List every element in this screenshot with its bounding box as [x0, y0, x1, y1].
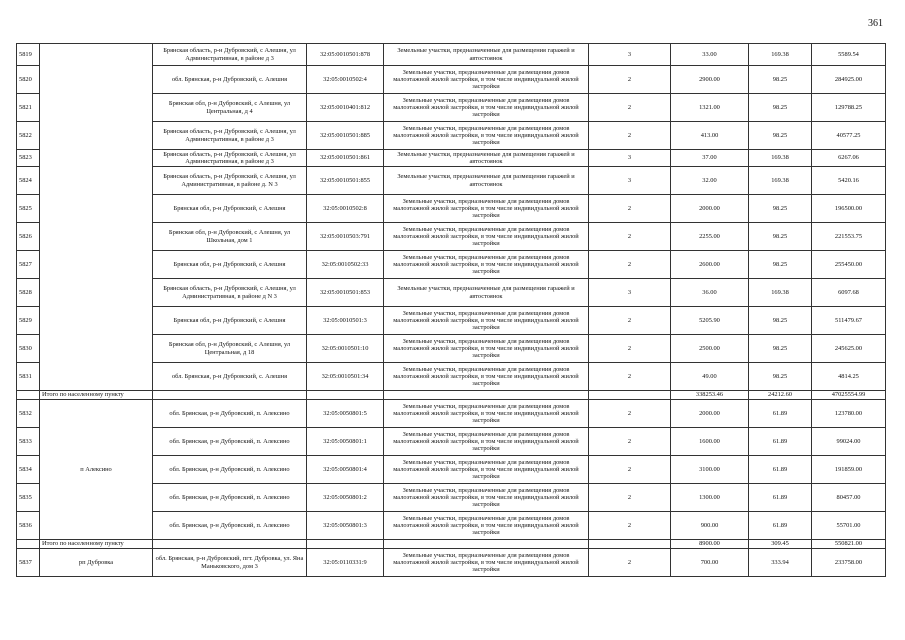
row-number: 5824 [17, 167, 40, 195]
locality-total-row [17, 540, 886, 549]
row-area: 700.00 [671, 549, 749, 577]
row-address: Брянская обл, р-н Дубровский, с Алешня [153, 307, 307, 335]
row-land-use: Земельные участки, предназначенные для размещения домов малоэтажной жилой застройки, в том числе индивидуальной жилой застройки [384, 251, 589, 279]
row-rate: 98.25 [749, 94, 812, 122]
row-cadastral-number: 32:05:0010501:855 [307, 167, 384, 195]
row-cadastral-value: 55701.00 [812, 512, 886, 540]
row-group: 2 [589, 428, 671, 456]
row-cadastral-number: 32:05:0050801:4 [307, 456, 384, 484]
table-row [17, 549, 886, 577]
row-area: 1300.00 [671, 484, 749, 512]
row-rate: 61.89 [749, 428, 812, 456]
row-land-use: Земельные участки, предназначенные для размещения домов малоэтажной жилой застройки, в том числе индивидуальной жилой застройки [384, 307, 589, 335]
row-area: 2600.00 [671, 251, 749, 279]
row-area: 900.00 [671, 512, 749, 540]
total-area: 8900.00 [671, 540, 749, 549]
row-group: 2 [589, 251, 671, 279]
row-cadastral-value: 80457.00 [812, 484, 886, 512]
row-group: 2 [589, 484, 671, 512]
row-cadastral-number: 32:05:0010501:878 [307, 44, 384, 66]
row-cadastral-number: 32:05:0010501:3 [307, 307, 384, 335]
row-area: 1321.00 [671, 94, 749, 122]
row-cadastral-value: 221553.75 [812, 223, 886, 251]
row-area: 36.00 [671, 279, 749, 307]
row-area: 49.00 [671, 363, 749, 391]
total-blank [17, 391, 40, 400]
total-blank [589, 391, 671, 400]
row-address: Брянская обл, р-н Дубровский, с Алешня, ул Школьная, дом 1 [153, 223, 307, 251]
row-rate: 98.25 [749, 195, 812, 223]
row-cadastral-value: 99024.00 [812, 428, 886, 456]
row-number: 5825 [17, 195, 40, 223]
row-group: 2 [589, 512, 671, 540]
row-cadastral-value: 5420.16 [812, 167, 886, 195]
row-land-use: Земельные участки, предназначенные для размещения гаражей и автостоянок [384, 150, 589, 167]
total-blank [307, 540, 384, 549]
row-cadastral-number: 32:05:0050801:1 [307, 428, 384, 456]
row-area: 1600.00 [671, 428, 749, 456]
row-cadastral-value: 233758.00 [812, 549, 886, 577]
row-number: 5826 [17, 223, 40, 251]
row-group: 2 [589, 223, 671, 251]
row-address: Брянская обл, р-н Дубровский, с Алешня [153, 251, 307, 279]
row-land-use: Земельные участки, предназначенные для размещения гаражей и автостоянок [384, 279, 589, 307]
row-land-use: Земельные участки, предназначенные для размещения домов малоэтажной жилой застройки, в том числе индивидуальной жилой застройки [384, 195, 589, 223]
row-address: обл. Брянская, р-н Дубровский, п. Алексино [153, 512, 307, 540]
row-number: 5836 [17, 512, 40, 540]
row-rate: 61.89 [749, 400, 812, 428]
row-number: 5821 [17, 94, 40, 122]
row-rate: 98.25 [749, 335, 812, 363]
row-cadastral-number: 32:05:0010501:885 [307, 122, 384, 150]
total-blank [589, 540, 671, 549]
row-land-use: Земельные участки, предназначенные для размещения домов малоэтажной жилой застройки, в том числе индивидуальной жилой застройки [384, 549, 589, 577]
row-area: 2000.00 [671, 195, 749, 223]
locality-total-row [17, 391, 886, 400]
row-address: Брянская обл, р-н Дубровский, с Алешня, ул Центральная, д 18 [153, 335, 307, 363]
row-address: Брянская область, р-н Дубровский, с Алешня, ул Административная, в районе д 3 [153, 150, 307, 167]
row-number: 5823 [17, 150, 40, 167]
row-cadastral-value: 245625.00 [812, 335, 886, 363]
row-rate: 61.89 [749, 456, 812, 484]
row-area: 33.00 [671, 44, 749, 66]
row-group: 2 [589, 94, 671, 122]
total-label: Итого по населенному пункту [40, 540, 153, 549]
row-group: 2 [589, 335, 671, 363]
row-cadastral-value: 196500.00 [812, 195, 886, 223]
locality-cell [40, 44, 153, 391]
row-cadastral-number: 32:05:0010401:812 [307, 94, 384, 122]
row-group: 2 [589, 549, 671, 577]
row-cadastral-number: 32:05:0010501:853 [307, 279, 384, 307]
row-address: Брянская область, р-н Дубровский, с Алешня, ул Административная, в районе д 3 [153, 122, 307, 150]
row-group: 3 [589, 279, 671, 307]
locality-cell: п Алексино [40, 400, 153, 540]
row-rate: 333.94 [749, 549, 812, 577]
row-cadastral-number: 32:05:0050801:5 [307, 400, 384, 428]
row-cadastral-number: 32:05:0010502:8 [307, 195, 384, 223]
row-area: 2500.00 [671, 335, 749, 363]
row-area: 413.00 [671, 122, 749, 150]
row-land-use: Земельные участки, предназначенные для размещения домов малоэтажной жилой застройки, в том числе индивидуальной жилой застройки [384, 456, 589, 484]
total-rate: 24212.60 [749, 391, 812, 400]
row-cadastral-number: 32:05:0010501:10 [307, 335, 384, 363]
row-area: 2255.00 [671, 223, 749, 251]
row-area: 32.00 [671, 167, 749, 195]
row-area: 37.00 [671, 150, 749, 167]
row-group: 2 [589, 122, 671, 150]
row-cadastral-value: 123780.00 [812, 400, 886, 428]
row-cadastral-value: 129788.25 [812, 94, 886, 122]
row-number: 5835 [17, 484, 40, 512]
total-value: 550821.00 [812, 540, 886, 549]
row-address: Брянская область, р-н Дубровский, с Алешня, ул Административная, в районе д 3 [153, 44, 307, 66]
total-blank [384, 540, 589, 549]
row-land-use: Земельные участки, предназначенные для размещения гаражей и автостоянок [384, 167, 589, 195]
row-group: 3 [589, 44, 671, 66]
row-group: 3 [589, 167, 671, 195]
row-number: 5832 [17, 400, 40, 428]
row-address: обл. Брянская, р-н Дубровский, п. Алексино [153, 484, 307, 512]
row-group: 2 [589, 66, 671, 94]
row-land-use: Земельные участки, предназначенные для размещения домов малоэтажной жилой застройки, в том числе индивидуальной жилой застройки [384, 66, 589, 94]
row-group: 2 [589, 456, 671, 484]
total-blank [384, 391, 589, 400]
row-area: 5205.90 [671, 307, 749, 335]
row-rate: 169.38 [749, 150, 812, 167]
row-number: 5833 [17, 428, 40, 456]
row-cadastral-value: 6097.68 [812, 279, 886, 307]
row-land-use: Земельные участки, предназначенные для размещения домов малоэтажной жилой застройки, в том числе индивидуальной жилой застройки [384, 94, 589, 122]
row-land-use: Земельные участки, предназначенные для размещения домов малоэтажной жилой застройки, в том числе индивидуальной жилой застройки [384, 122, 589, 150]
row-rate: 98.25 [749, 363, 812, 391]
cadastral-value-table [16, 43, 886, 577]
table-row [17, 400, 886, 428]
row-cadastral-value: 191859.00 [812, 456, 886, 484]
row-cadastral-number: 32:05:0050801:2 [307, 484, 384, 512]
total-blank [153, 391, 307, 400]
row-rate: 61.89 [749, 512, 812, 540]
row-number: 5820 [17, 66, 40, 94]
row-land-use: Земельные участки, предназначенные для размещения домов малоэтажной жилой застройки, в том числе индивидуальной жилой застройки [384, 484, 589, 512]
row-land-use: Земельные участки, предназначенные для размещения домов малоэтажной жилой застройки, в том числе индивидуальной жилой застройки [384, 428, 589, 456]
row-number: 5828 [17, 279, 40, 307]
row-land-use: Земельные участки, предназначенные для размещения гаражей и автостоянок [384, 44, 589, 66]
row-group: 2 [589, 400, 671, 428]
row-cadastral-value: 4814.25 [812, 363, 886, 391]
row-group: 3 [589, 150, 671, 167]
row-cadastral-value: 284925.00 [812, 66, 886, 94]
total-rate: 309.45 [749, 540, 812, 549]
row-number: 5829 [17, 307, 40, 335]
row-address: обл. Брянская, р-н Дубровский, с. Алешня [153, 66, 307, 94]
row-address: Брянская область, р-н Дубровский, с Алешня, ул Административная, в районе д. N 3 [153, 167, 307, 195]
row-cadastral-number: 32:05:0010501:34 [307, 363, 384, 391]
row-cadastral-number: 32:05:0010502:4 [307, 66, 384, 94]
row-rate: 98.25 [749, 122, 812, 150]
row-rate: 169.38 [749, 167, 812, 195]
row-rate: 98.25 [749, 223, 812, 251]
row-address: Брянская обл, р-н Дубровский, с Алешня, ул Центральная, д 4 [153, 94, 307, 122]
row-cadastral-number: 32:05:0010501:861 [307, 150, 384, 167]
row-number: 5822 [17, 122, 40, 150]
row-number: 5837 [17, 549, 40, 577]
row-land-use: Земельные участки, предназначенные для размещения домов малоэтажной жилой застройки, в том числе индивидуальной жилой застройки [384, 400, 589, 428]
row-rate: 169.38 [749, 279, 812, 307]
row-number: 5834 [17, 456, 40, 484]
total-area: 338253.46 [671, 391, 749, 400]
row-group: 2 [589, 195, 671, 223]
total-value: 47025554.99 [812, 391, 886, 400]
row-cadastral-value: 255450.00 [812, 251, 886, 279]
row-group: 2 [589, 363, 671, 391]
row-number: 5831 [17, 363, 40, 391]
row-cadastral-value: 5589.54 [812, 44, 886, 66]
row-group: 2 [589, 307, 671, 335]
row-cadastral-number: 32:05:0110331:9 [307, 549, 384, 577]
row-land-use: Земельные участки, предназначенные для размещения домов малоэтажной жилой застройки, в том числе индивидуальной жилой застройки [384, 223, 589, 251]
row-land-use: Земельные участки, предназначенные для размещения домов малоэтажной жилой застройки, в том числе индивидуальной жилой застройки [384, 363, 589, 391]
row-cadastral-value: 6267.06 [812, 150, 886, 167]
row-rate: 98.25 [749, 307, 812, 335]
row-cadastral-number: 32:05:0050801:3 [307, 512, 384, 540]
locality-cell: рп Дубровка [40, 549, 153, 577]
row-address: Брянская область, р-н Дубровский, с Алешня, ул Административная, в районе д N 3 [153, 279, 307, 307]
total-label: Итого по населенному пункту [40, 391, 153, 400]
row-cadastral-number: 32:05:0010503:791 [307, 223, 384, 251]
table-row [17, 44, 886, 66]
row-address: Брянская обл, р-н Дубровский, с Алешня [153, 195, 307, 223]
row-area: 3100.00 [671, 456, 749, 484]
row-cadastral-value: 40577.25 [812, 122, 886, 150]
row-address: обл. Брянская, р-н Дубровский, п. Алексино [153, 400, 307, 428]
row-rate: 98.25 [749, 66, 812, 94]
row-land-use: Земельные участки, предназначенные для размещения домов малоэтажной жилой застройки, в том числе индивидуальной жилой застройки [384, 335, 589, 363]
total-blank [307, 391, 384, 400]
row-number: 5827 [17, 251, 40, 279]
row-cadastral-number: 32:05:0010502:33 [307, 251, 384, 279]
row-address: обл. Брянская, р-н Дубровский, пгт. Дубровка, ул. Яна Маньковского, дом 3 [153, 549, 307, 577]
row-area: 2900.00 [671, 66, 749, 94]
row-land-use: Земельные участки, предназначенные для размещения домов малоэтажной жилой застройки, в том числе индивидуальной жилой застройки [384, 512, 589, 540]
row-address: обл. Брянская, р-н Дубровский, п. Алексино [153, 456, 307, 484]
total-blank [153, 540, 307, 549]
total-blank [17, 540, 40, 549]
row-cadastral-value: 511479.67 [812, 307, 886, 335]
row-rate: 98.25 [749, 251, 812, 279]
row-rate: 61.89 [749, 484, 812, 512]
row-rate: 169.38 [749, 44, 812, 66]
row-number: 5819 [17, 44, 40, 66]
page-number: 361 [868, 18, 883, 29]
row-number: 5830 [17, 335, 40, 363]
row-area: 2000.00 [671, 400, 749, 428]
row-address: обл. Брянская, р-н Дубровский, с. Алешня [153, 363, 307, 391]
row-address: обл. Брянская, р-н Дубровский, п. Алексино [153, 428, 307, 456]
